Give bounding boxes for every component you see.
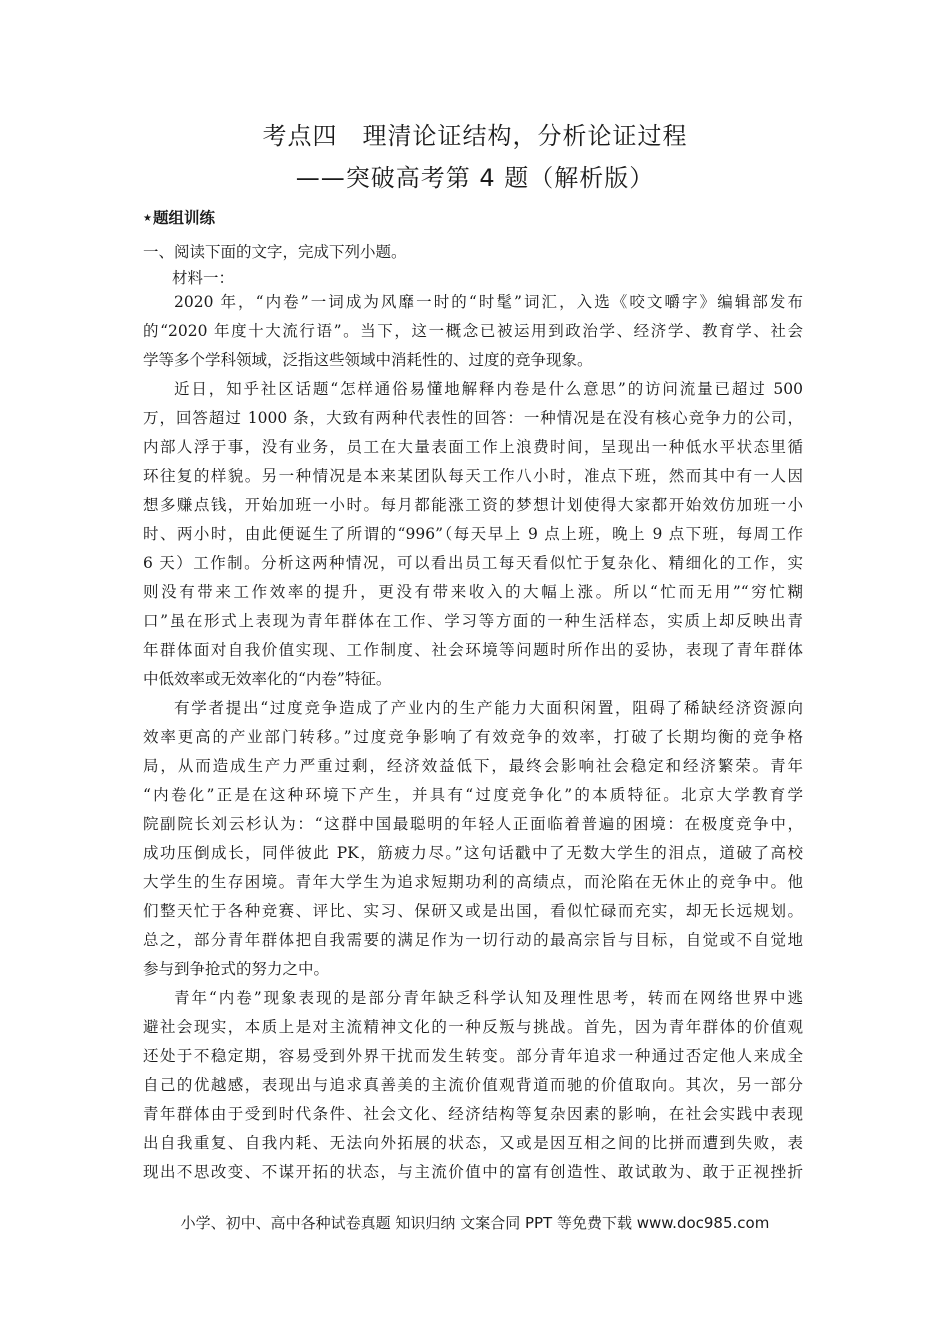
text-line: 总之，部分青年群体把自我需要的满足作为一切行动的最高宗旨与目标，自觉或不自觉地: [143, 931, 803, 949]
text-line: 效率更高的产业部门转移。”过度竞争影响了有效竞争的效率，打破了长期均衡的竞争格: [143, 728, 803, 746]
text-line: 的“2020 年度十大流行语”。当下，这一概念已被运用到政治学、经济学、教育学、社会: [143, 322, 803, 340]
text-line: 内部人浮于事，没有业务，员工在大量表面工作上浪费时间，呈现出一种低水平状态里循: [143, 438, 803, 456]
text-line: 2020 年，“内卷”一词成为风靡一时的“时髦”词汇，入选《咬文嚼字》编辑部发布: [174, 293, 803, 311]
page-footer: 小学、初中、高中各种试卷真题 知识归纳 文案合同 PPT 等免费下载 www.doc985.com: [180, 1214, 770, 1232]
section-heading-label: 题组训练: [152, 209, 215, 227]
text-line: 青年“内卷”现象表现的是部分青年缺乏科学认知及理性思考，转而在网络世界中逃: [174, 989, 803, 1007]
section-heading: [143, 206, 215, 228]
text-line: 近日，知乎社区话题“怎样通俗易懂地解释内卷是什么意思”的访问流量已超过 500: [174, 380, 803, 398]
text-line: 年群体面对自我价值实现、工作制度、社会环境等问题时所作出的妥协，表现了青年群体: [143, 641, 803, 659]
document-title: 考点四 理清论证结构，分析论证过程: [262, 122, 688, 150]
text-line: 成功压倒成长，同伴彼此 PK，筋疲力尽。”这句话戳中了无数大学生的泪点，道破了高校: [143, 844, 803, 862]
star-icon: ★: [143, 213, 152, 224]
text-line: 避社会现实，本质上是对主流精神文化的一种反叛与挑战。首先，因为青年群体的价值观: [143, 1018, 803, 1036]
text-line: 则没有带来工作效率的提升，更没有带来收入的大幅上涨。所以“忙而无用”“穷忙糊: [143, 583, 803, 601]
text-line: “内卷化”正是在这种环境下产生，并具有“过度竞争化”的本质特征。北京大学教育学: [143, 786, 803, 804]
text-line: 青年群体由于受到时代条件、社会文化、经济结构等复杂因素的影响，在社会实践中表现: [143, 1105, 803, 1123]
text-line: 学等多个学科领域，泛指这些领域中消耗性的、过度的竞争现象。: [143, 351, 593, 369]
text-line: 有学者提出“过度竞争造成了产业内的生产能力大面积闲置，阻碍了稀缺经济资源向: [174, 699, 803, 717]
text-line: 6 天）工作制。分析这两种情况，可以看出员工每天看似忙于复杂化、精细化的工作，实: [143, 554, 803, 572]
text-line: 局，从而造成生产力严重过剩，经济效益低下，最终会影响社会稳定和经济繁荣。青年: [143, 757, 803, 775]
text-line: 还处于不稳定期，容易受到外界干扰而发生转变。部分青年追求一种通过否定他人来成全: [143, 1047, 803, 1065]
material-label: 材料一：: [172, 269, 235, 287]
question-heading: 一、阅读下面的文字，完成下列小题。: [143, 243, 407, 261]
text-line: 环往复的样貌。另一种情况是本来某团队每天工作八小时，准点下班，然而其中有一人因: [143, 467, 803, 485]
text-line: 院副院长刘云杉认为：“这群中国最聪明的年轻人正面临着普遍的困境：在极度竞争中，: [143, 815, 803, 833]
text-line: 想多赚点钱，开始加班一小时。每月都能涨工资的梦想计划使得大家都开始效仿加班一小: [143, 496, 803, 514]
text-line: 们整天忙于各种竞赛、评比、实习、保研又或是出国，看似忙碌而充实，却无长远规划。: [143, 902, 803, 920]
document-subtitle: ——突破高考第 4 题（解析版）: [295, 164, 655, 192]
text-line: 中低效率或无效率化的“内卷”特征。: [143, 670, 392, 688]
text-line: 出自我重复、自我内耗、无法向外拓展的状态，又或是因互相之间的比拼而遭到失败，表: [143, 1134, 803, 1152]
text-line: 自己的优越感，表现出与追求真善美的主流价值观背道而驰的价值取向。其次，另一部分: [143, 1076, 803, 1094]
text-line: 时、两小时，由此便诞生了所谓的“996”（每天早上 9 点上班，晚上 9 点下班，每周工作: [143, 525, 803, 543]
text-line: 参与到争抢式的努力之中。: [143, 960, 330, 978]
text-line: 万，回答超过 1000 条，大致有两种代表性的回答：一种情况是在没有核心竞争力的公司，: [143, 409, 803, 427]
text-line: 大学生的生存困境。青年大学生为追求短期功利的高绩点，而沦陷在无休止的竞争中。他: [143, 873, 803, 891]
text-line: 口”虽在形式上表现为青年群体在工作、学习等方面的一种生活样态，实质上却反映出青: [143, 612, 803, 630]
text-line: 现出不思改变、不谋开拓的状态，与主流价值中的富有创造性、敢试敢为、敢于正视挫折: [143, 1163, 803, 1181]
